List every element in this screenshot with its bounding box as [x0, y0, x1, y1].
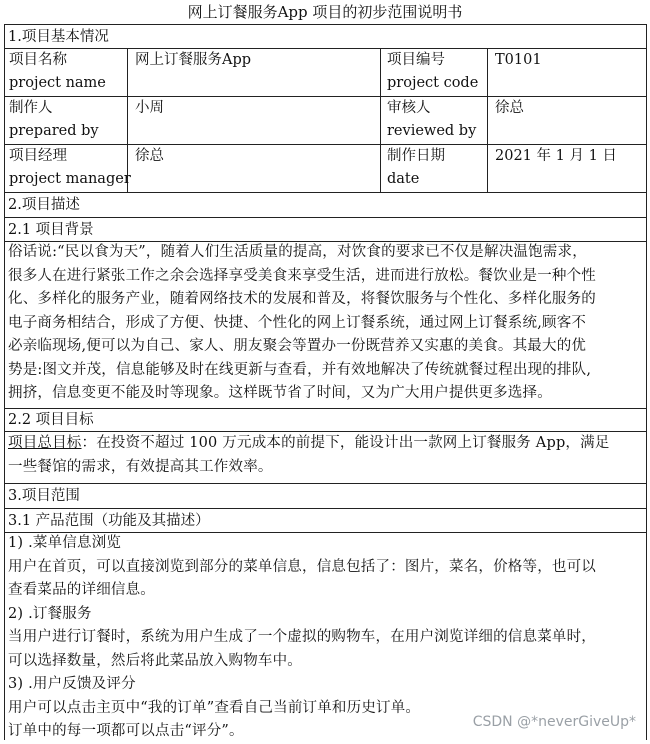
date-label: 制作日期 date	[387, 148, 445, 187]
scope-item-title: 3) .用户反馈及评分	[8, 676, 136, 692]
project-manager-value: 徐总	[135, 148, 164, 164]
project-name-label: 项目名称 project name	[9, 52, 106, 91]
reviewed-by-label: 审核人 reviewed by	[387, 100, 477, 139]
section3-heading: 3.项目范围	[4, 483, 647, 508]
goal-label: 项目总目标	[8, 435, 82, 451]
section2-heading: 2.项目描述	[4, 192, 647, 217]
section1-heading: 1.项目基本情况	[4, 24, 647, 48]
project-name-value: 网上订餐服务App	[135, 52, 252, 68]
project-code-value: T0101	[495, 52, 542, 68]
scope-items: 1) .菜单信息浏览 用户在首页，可以直接浏览到部分的菜单信息，信息包括了：图片，菜名，价格等，也可以 查看菜品的详细信息。 2) .订餐服务 当用户进行订餐时，系统为用户生成了一个虚拟的购物车，在用户浏览详细的信息菜单时， 可以选择数量，然后将此菜品放入购物车中。 3) .用户反馈及评分 用户可以点击主页中“我的订单”查看自己当前订单和历史订单。 订单中的每一项都可以点击“评分”。	[8, 532, 644, 744]
background-paragraph: 俗话说:“民以食为天”，随着人们生活质量的提高，对饮食的要求已不仅是解决温饱需求， 很多人在进行紧张工作之余会选择享受美食来享受生活，进而进行放松。餐饮业是一种个性 化、多样化的服务产业，随着网络技术的发展和普及，将餐饮服务与个性化、多样化服务的 电子商务相结合，形成了方便、快捷、个性化的网上订餐系统，通过网上订餐系统,顾客不 必亲临现场,便可以为自己、家人、朋友聚会等置办一份既营养又实惠的美食。其最大的优 势是:图文并茂，信息能够及时在线更新与查看，并有效地解决了传统就餐过程出现的排队, 拥挤，信息变更不能及时等现象。这样既节省了时间，又为广大用户提供更多选择。	[8, 244, 596, 401]
goal-heading: 2.2 项目目标	[4, 408, 647, 431]
reviewed-by-value: 徐总	[495, 100, 524, 116]
scope-heading: 3.1 产品范围（功能及其描述）	[4, 508, 647, 532]
prepared-by-label: 制作人 prepared by	[9, 100, 99, 139]
background-heading: 2.1 项目背景	[4, 217, 647, 241]
prepared-by-value: 小周	[135, 100, 164, 116]
scope-item-title: 1) .菜单信息浏览	[8, 535, 122, 551]
project-manager-label: 项目经理 project manager	[9, 148, 131, 187]
date-value: 2021 年 1 月 1 日	[495, 148, 617, 164]
project-code-label: 项目编号 project code	[387, 52, 479, 91]
divider	[487, 48, 488, 192]
goal-paragraph: 项目总目标：在投资不超过 100 万元成本的前提下，能设计出一款网上订餐服务 App，满足 一些餐馆的需求，有效提高其工作效率。	[8, 435, 610, 475]
scope-item-title: 2) .订餐服务	[8, 605, 92, 622]
divider	[4, 96, 647, 97]
divider	[380, 48, 381, 192]
watermark: CSDN @*neverGiveUp*	[472, 714, 636, 730]
document-title: 网上订餐服务App 项目的初步范围说明书	[187, 3, 463, 21]
